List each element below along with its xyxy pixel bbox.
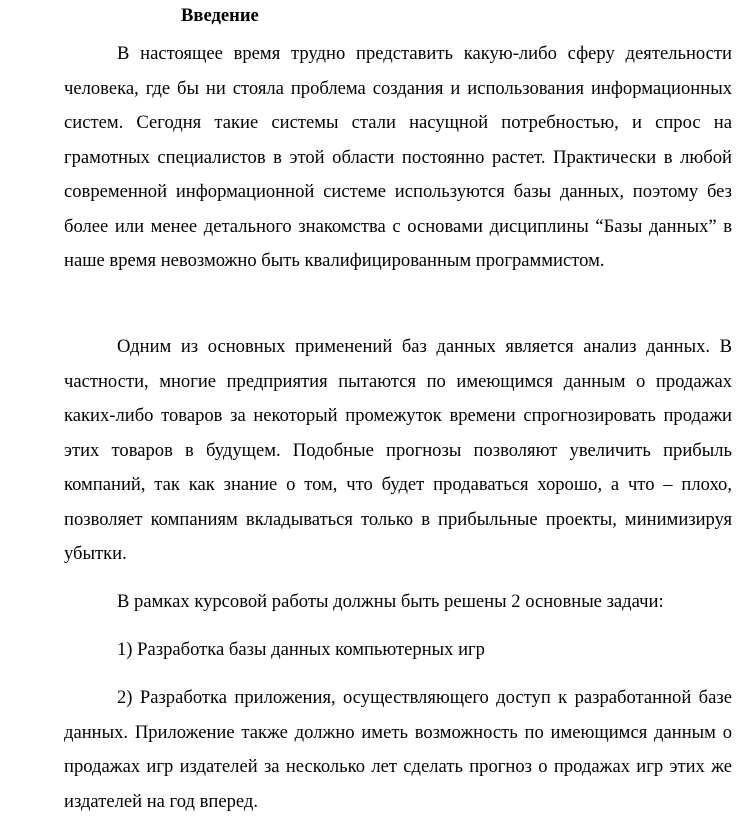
data-analysis-paragraph: Одним из основных применений баз данных является анализ данных. В частности, многие предприятия пытаются по имеющимся данным о продажах каких-либо товаров за некоторый промежуток времени спрогнозировать продажи этих товаров в будущем. Подобные прогнозы позволяют увеличить прибыль компаний, так как знание о том, что будет продаваться хорошо, а что – плохо, позволяет компаниям вкладываться только в прибыльные проекты, минимизируя убытки.	[64, 336, 732, 564]
tasks-intro-paragraph: В рамках курсовой работы должны быть решены 2 основные задачи:	[117, 591, 664, 612]
task-2-paragraph: 2) Разработка приложения, осуществляющего доступ к разработанной базе данных. Приложение также должно иметь возможность по имеющимся данным о продажах игр издателей за несколько лет сделать прогноз о продажах игр этих же издателей на год вперед.	[64, 687, 732, 812]
task-1-paragraph: 1) Разработка базы данных компьютерных игр	[117, 639, 485, 660]
section-heading: Введение	[181, 5, 259, 26]
intro-paragraph: В настоящее время трудно представить какую-либо сферу деятельности человека, где бы ни стояла проблема создания и использования информационных систем. Сегодня такие системы стали насущной потребностью, и спрос на грамотных специалистов в этой области постоянно растет. Практически в любой современной информационной системе используются базы данных, поэтому без более или менее детального знакомства с основами дисциплины “Базы данных” в наше время невозможно быть квалифицированным программистом.	[64, 43, 732, 271]
